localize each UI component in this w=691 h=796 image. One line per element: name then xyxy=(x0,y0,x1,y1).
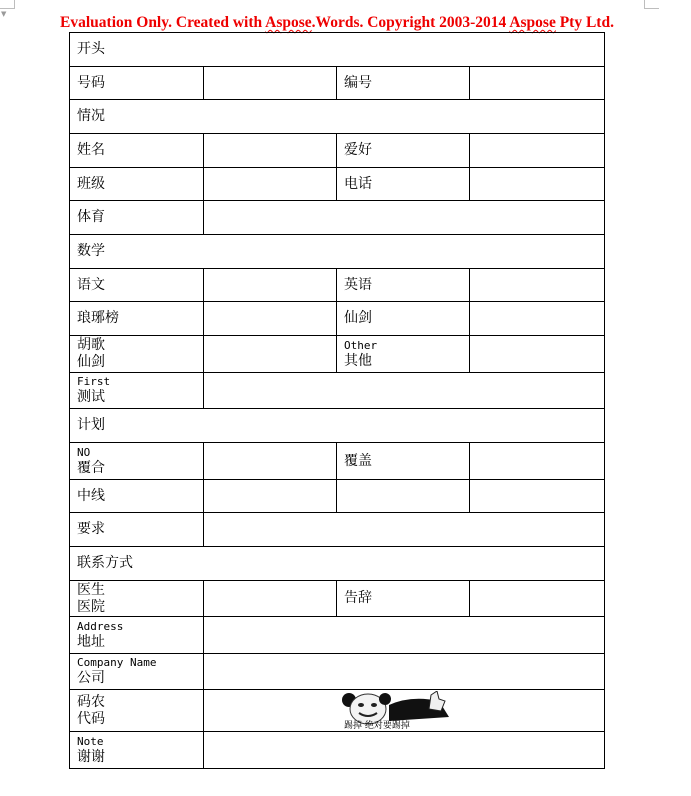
cell-line: NO xyxy=(77,445,91,459)
table-row xyxy=(70,732,605,769)
table-row xyxy=(70,480,605,513)
cell-shuxue: 数学 xyxy=(70,235,605,269)
table-row xyxy=(70,168,605,201)
cell-line: 码农 xyxy=(77,693,105,710)
cell-address xyxy=(70,617,204,654)
cell-xianjian: 仙剑 xyxy=(337,302,470,336)
collapse-arrow-icon[interactable]: ▼ xyxy=(1,10,7,18)
cell-company xyxy=(70,654,204,690)
cell-kaitou: 开头 xyxy=(70,33,605,67)
cell-meme xyxy=(204,690,605,732)
cell-line: 谢谢 xyxy=(77,748,105,765)
table-row xyxy=(70,33,605,67)
cell-xingming: 姓名 xyxy=(70,134,204,168)
form-table xyxy=(69,32,605,769)
cell-note xyxy=(70,732,204,769)
cell-no xyxy=(70,443,204,480)
cell-empty[interactable] xyxy=(470,581,605,617)
cell-line: Other xyxy=(344,338,378,352)
cell-line: 医院 xyxy=(77,598,105,615)
panda-meme-image xyxy=(341,691,467,731)
cell-empty[interactable] xyxy=(470,168,605,201)
table-row xyxy=(70,617,605,654)
cell-empty[interactable] xyxy=(204,654,605,690)
table-row xyxy=(70,302,605,336)
cell-line: 代码 xyxy=(77,710,105,727)
table-row xyxy=(70,100,605,134)
cell-first xyxy=(70,373,204,409)
cell-line: First xyxy=(77,375,111,388)
cell-banji: 班级 xyxy=(70,168,204,201)
cell-empty[interactable] xyxy=(204,513,605,547)
cell-empty[interactable] xyxy=(204,581,337,617)
page-corner-mark-left xyxy=(0,0,15,9)
cell-fugai: 覆盖 xyxy=(337,443,470,480)
cell-empty[interactable] xyxy=(470,336,605,373)
cell-line: 地址 xyxy=(77,633,105,650)
cell-empty[interactable] xyxy=(470,134,605,168)
table-row xyxy=(70,269,605,302)
cell-empty[interactable] xyxy=(204,480,337,513)
table-row xyxy=(70,201,605,235)
cell-bianhao: 编号 xyxy=(337,67,470,100)
cell-line: 仙剑 xyxy=(77,354,105,370)
cell-line: 覆合 xyxy=(77,459,105,476)
table-row xyxy=(70,443,605,480)
cell-empty[interactable] xyxy=(470,67,605,100)
cell-empty[interactable] xyxy=(204,168,337,201)
table-row xyxy=(70,654,605,690)
cell-empty[interactable] xyxy=(470,302,605,336)
cell-empty[interactable] xyxy=(204,617,605,654)
table-row xyxy=(70,336,605,373)
cell-empty[interactable] xyxy=(204,732,605,769)
cell-line: 医生 xyxy=(77,581,105,598)
cell-line: Address xyxy=(77,619,124,633)
cell-line: 公司 xyxy=(77,670,105,686)
table-row xyxy=(70,690,605,732)
cell-line: Company Name xyxy=(77,656,157,669)
cell-empty[interactable] xyxy=(204,269,337,302)
cell-manong xyxy=(70,690,204,732)
page-corner-mark-right xyxy=(644,0,659,9)
cell-empty[interactable] xyxy=(470,269,605,302)
cell-yisheng xyxy=(70,581,204,617)
cell-langyabang: 琅琊榜 xyxy=(70,302,204,336)
cell-empty[interactable] xyxy=(470,443,605,480)
cell-zhongxian: 中线 xyxy=(70,480,204,513)
cell-huge xyxy=(70,336,204,373)
cell-other xyxy=(337,336,470,373)
cell-dianhua: 电话 xyxy=(337,168,470,201)
cell-yuwen: 语文 xyxy=(70,269,204,302)
cell-line: 胡歌 xyxy=(77,337,105,353)
table-row xyxy=(70,581,605,617)
cell-gaoci: 告辞 xyxy=(337,581,470,617)
cell-empty[interactable] xyxy=(204,336,337,373)
cell-empty[interactable] xyxy=(204,302,337,336)
cell-yaoqiu: 要求 xyxy=(70,513,204,547)
cell-empty[interactable] xyxy=(337,480,470,513)
cell-empty[interactable] xyxy=(204,67,337,100)
cell-line: 测试 xyxy=(77,389,105,405)
table-row xyxy=(70,134,605,168)
cell-empty[interactable] xyxy=(204,443,337,480)
cell-empty[interactable] xyxy=(204,201,605,235)
cell-line: 其他 xyxy=(344,352,372,369)
cell-tiyu: 体育 xyxy=(70,201,204,235)
meme-caption: 踢掉 绝对要踢掉 xyxy=(344,720,410,731)
table-row xyxy=(70,235,605,269)
cell-empty[interactable] xyxy=(204,373,605,409)
cell-haoma: 号码 xyxy=(70,67,204,100)
table-row xyxy=(70,373,605,409)
table-row xyxy=(70,513,605,547)
table-row xyxy=(70,67,605,100)
cell-empty[interactable] xyxy=(470,480,605,513)
cell-aihao: 爱好 xyxy=(337,134,470,168)
table-row xyxy=(70,409,605,443)
cell-qingkuang: 情况 xyxy=(70,100,605,134)
cell-lianxi: 联系方式 xyxy=(70,547,605,581)
table-row xyxy=(70,547,605,581)
cell-yingyu: 英语 xyxy=(337,269,470,302)
evaluation-watermark: Evaluation Only. Created with Aspose.Words. Copyright 2003-2014 Aspose Pty Ltd. xyxy=(60,14,614,31)
cell-line: Note xyxy=(77,734,104,748)
cell-empty[interactable] xyxy=(204,134,337,168)
cell-jihua: 计划 xyxy=(70,409,605,443)
